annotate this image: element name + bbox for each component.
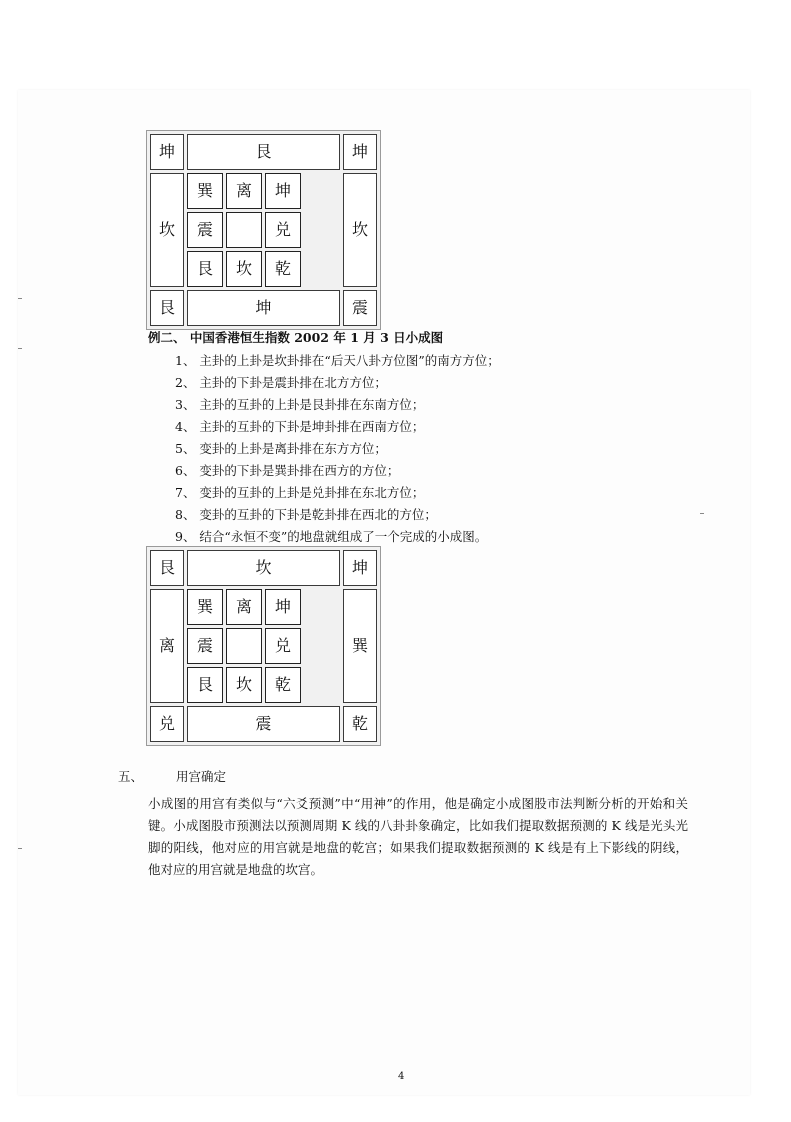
d2-inner-cell: 坎 (226, 667, 262, 703)
scan-mark (18, 848, 22, 849)
d1-inner-cell: 震 (187, 212, 223, 248)
d2-inner-cell: 离 (226, 589, 262, 625)
d1-inner-center (226, 212, 262, 248)
d1-top-left: 坤 (150, 134, 184, 170)
d1-inner-cell: 艮 (187, 251, 223, 287)
example-heading: 例二、 中国香港恒生指数 2002 年 1 月 3 日小成图 (148, 330, 444, 345)
d2-top-right: 坤 (343, 550, 377, 586)
d1-inner-cell: 兑 (265, 212, 301, 248)
step-1: 1、 主卦的上卦是坎卦排在“后天八卦方位图”的南方方位； (175, 353, 500, 368)
d1-inner-cell: 巽 (187, 173, 223, 209)
d1-inner-cell: 坤 (265, 173, 301, 209)
section-title: 用宫确定 (176, 769, 227, 784)
step-4: 4、 主卦的互卦的下卦是坤卦排在西南方位； (175, 419, 425, 434)
d2-inner-cell: 坤 (265, 589, 301, 625)
section-number: 五、 (118, 769, 144, 784)
d1-inner-cell: 坎 (226, 251, 262, 287)
d2-bottom-left: 兑 (150, 706, 184, 742)
d2-left-mid: 离 (150, 589, 184, 703)
scan-mark (18, 298, 22, 299)
d2-bottom-right: 乾 (343, 706, 377, 742)
d1-inner-cell: 离 (226, 173, 262, 209)
step-6: 6、 变卦的下卦是巽卦排在西方的方位； (175, 463, 400, 478)
step-9: 9、 结合“永恒不变”的地盘就组成了一个完成的小成图。 (175, 529, 488, 544)
d1-bottom-right: 震 (343, 290, 377, 326)
diagram-1 (146, 130, 381, 330)
d1-top-right: 坤 (343, 134, 377, 170)
diagram-2 (146, 546, 381, 746)
step-3: 3、 主卦的互卦的上卦是艮卦排在东南方位； (175, 397, 425, 412)
step-8: 8、 变卦的互卦的下卦是乾卦排在西北的方位； (175, 507, 437, 522)
d2-right-mid: 巽 (343, 589, 377, 703)
page (18, 90, 750, 1095)
section-body: 小成图的用宫有类似与“六爻预测”中“用神”的作用，他是确定小成图股市法判断分析的开始和关键。小成图股市预测法以预测周期 K 线的八卦卦象确定，比如我们提取数据预测的 K 线是光头光脚的阳线，他对应的用宫就是地盘的乾宫；如果我们提取数据预测的 K 线是有上下影线的阴线，他对应的用宫就是地盘的坎宫。 (148, 796, 688, 877)
d1-top-mid: 艮 (187, 134, 340, 170)
scan-mark (700, 513, 704, 514)
scan-mark (18, 348, 22, 349)
d2-inner-cell: 兑 (265, 628, 301, 664)
d2-inner-cell: 震 (187, 628, 223, 664)
d2-bottom-mid: 震 (187, 706, 340, 742)
d1-right-mid: 坎 (343, 173, 377, 287)
d2-inner-cell: 乾 (265, 667, 301, 703)
step-5: 5、 变卦的上卦是离卦排在东方方位； (175, 441, 387, 456)
d1-left-mid: 坎 (150, 173, 184, 287)
d2-inner-center (226, 628, 262, 664)
d2-top-left: 艮 (150, 550, 184, 586)
page-number: 4 (398, 1071, 405, 1082)
d2-inner-cell: 巽 (187, 589, 223, 625)
d1-bottom-mid: 坤 (187, 290, 340, 326)
d2-top-mid: 坎 (187, 550, 340, 586)
d1-inner-cell: 乾 (265, 251, 301, 287)
d2-inner-cell: 艮 (187, 667, 223, 703)
step-2: 2、 主卦的下卦是震卦排在北方方位； (175, 375, 387, 390)
d1-bottom-left: 艮 (150, 290, 184, 326)
step-7: 7、 变卦的互卦的上卦是兑卦排在东北方位； (175, 485, 425, 500)
